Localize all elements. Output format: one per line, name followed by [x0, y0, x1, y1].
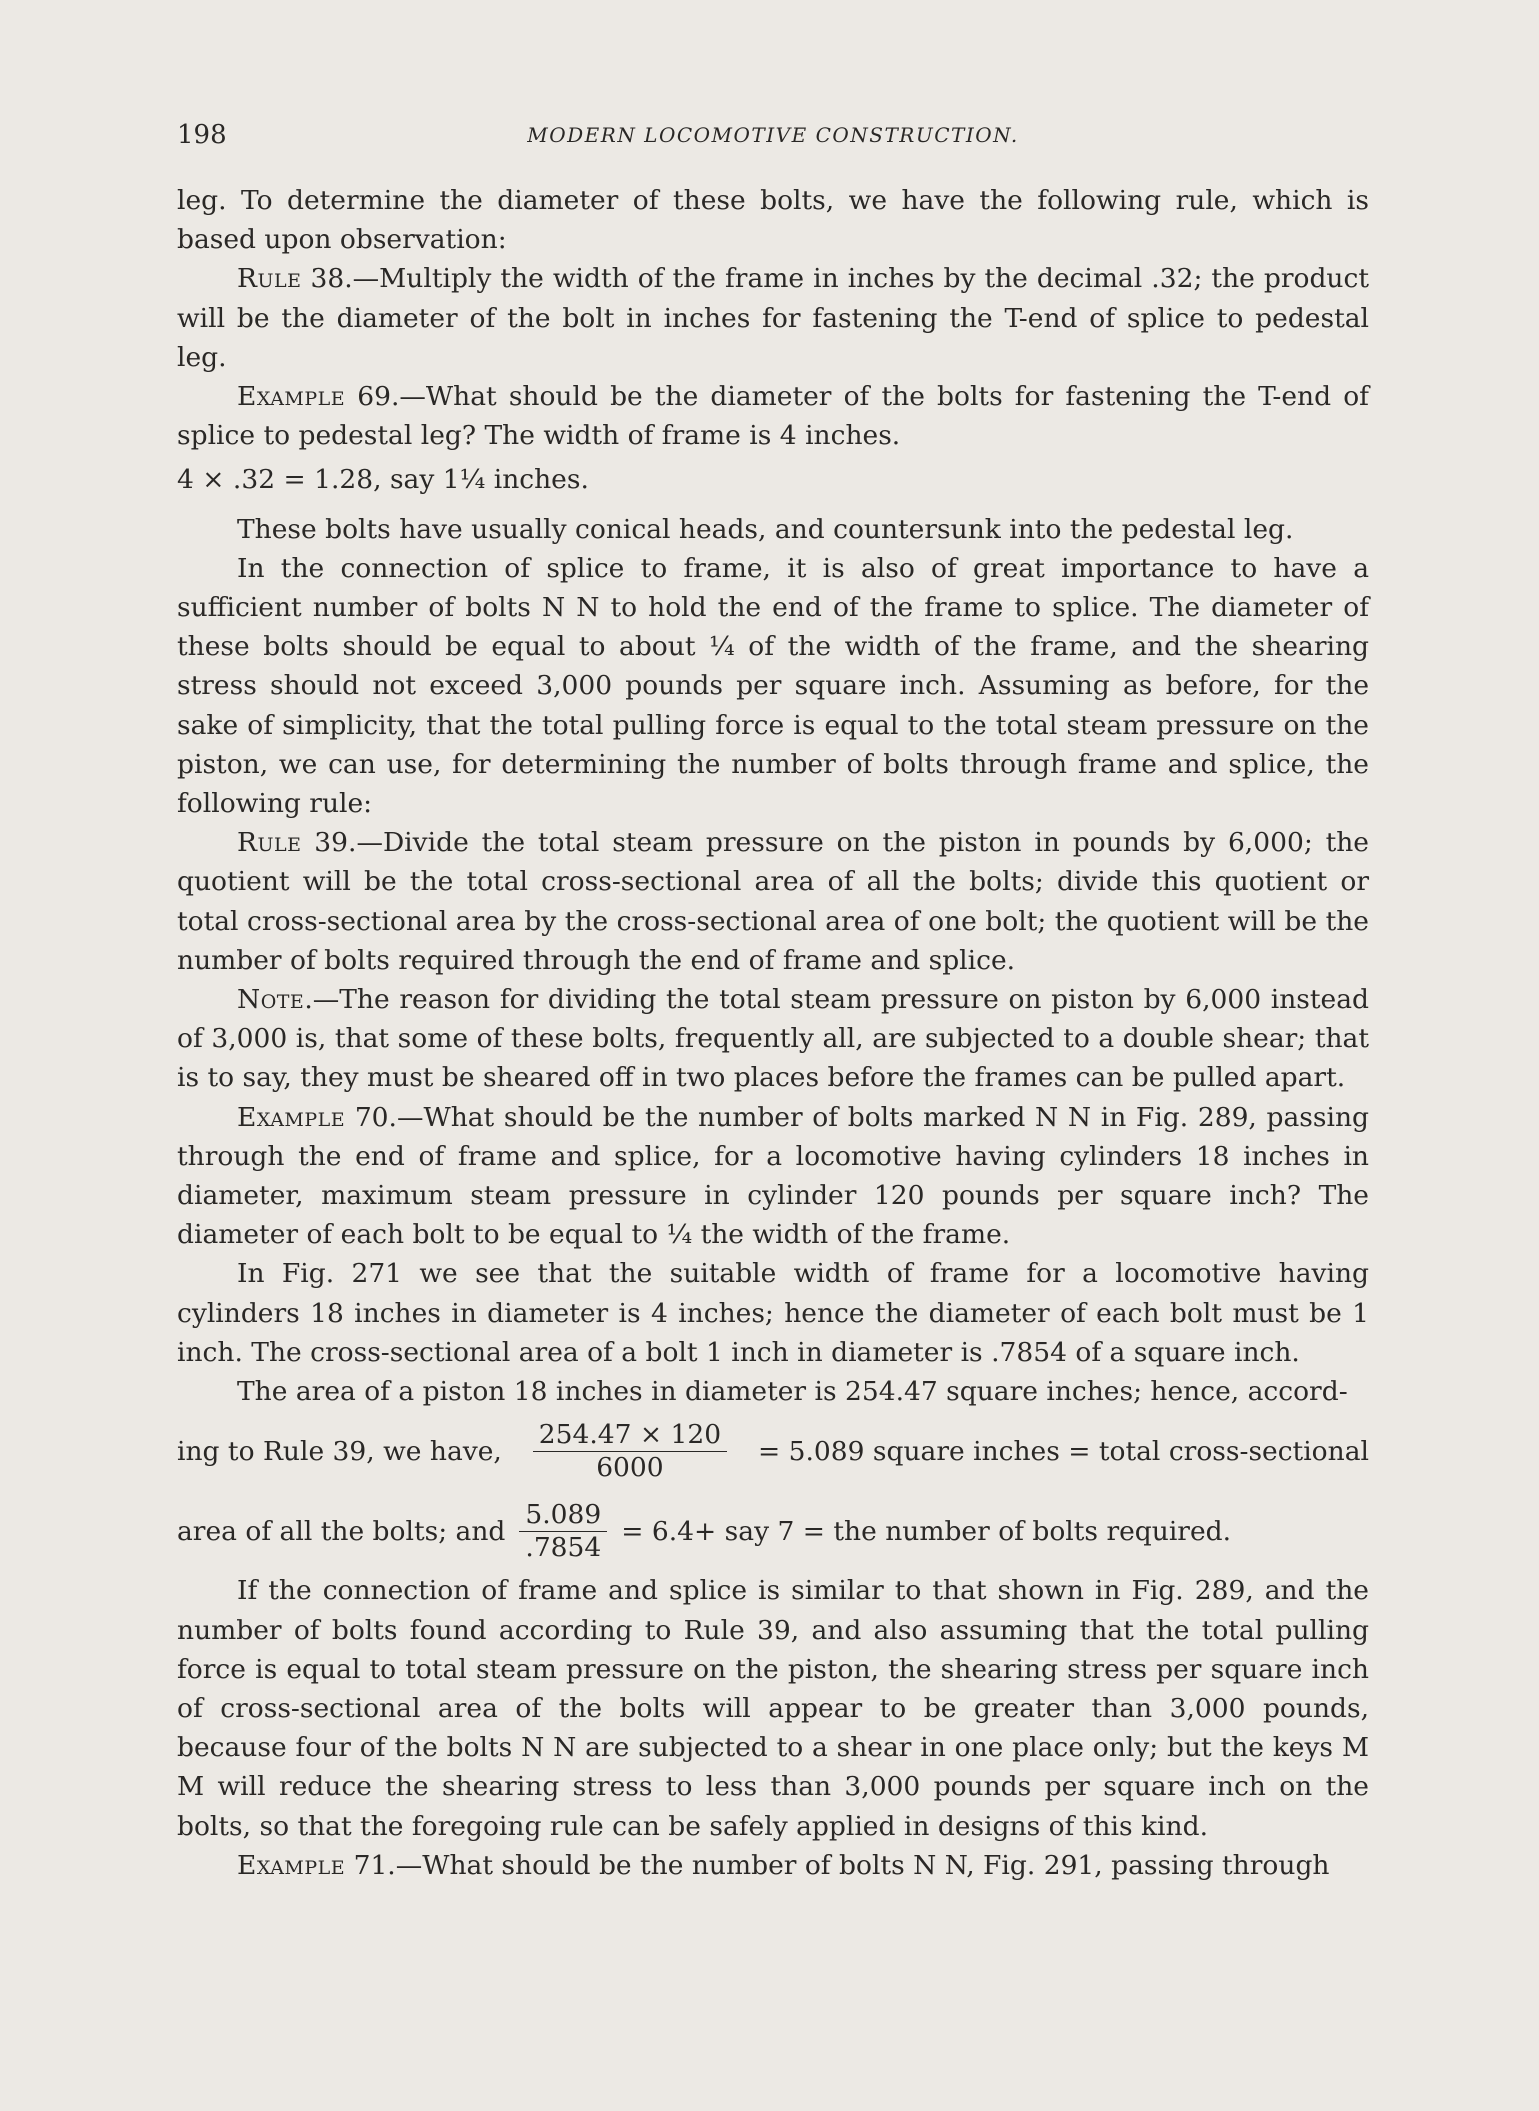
example-text: 69.—What should be the diameter of the bolts for fastening the T-end of splice to pedestal leg? The width of frame is 4 inches. — [177, 381, 1369, 452]
equation-lead: ing to Rule 39, we have, — [177, 1435, 502, 1467]
rule-text: 38.—Multiply the width of the frame in inches by the decimal .32; the product will be the diameter of the bolt in inches for fastening the T-end of splice to pedestal leg. — [177, 263, 1369, 373]
note-text: .—The reason for dividing the total steam pressure on piston by 6,000 instead of 3,000 is, that some of these bolts, frequently all, are subjected to a double shear; that is to say, they must be sheared off in two places before the frames can be pulled apart. — [177, 984, 1369, 1094]
page-number: 198 — [177, 120, 227, 150]
example-label: Example — [237, 381, 346, 413]
rule-text: 39.—Divide the total steam pressure on the piston in pounds by 6,000; the quotient will be the total cross-sectional area of all the bolts; divide this quotient or total cross-sectional area by the cross-sectional area of one bolt; the quotient will be the number of bolts required through the end of frame and splice. — [177, 827, 1369, 976]
example-text: 70.—What should be the number of bolts marked N N in Fig. 289, passing through the end of frame and splice, for a locomotive having cylinders 18 inches in diameter, maximum steam pressure in cylinder 120 pounds per square inch? The diameter of each bolt to be equal to ¼ the width of the frame. — [177, 1101, 1369, 1251]
fraction — [519, 1499, 607, 1564]
page-body — [177, 181, 1369, 1885]
note — [177, 980, 1369, 1098]
fraction-denominator: 6000 — [596, 1451, 664, 1483]
running-title: MODERN LOCOMOTIVE CONSTRUCTION. — [527, 123, 1019, 147]
rule-label: Rule — [237, 827, 302, 859]
equation-bolt-count — [177, 1491, 1369, 1571]
equation-total-area — [177, 1411, 1369, 1491]
fraction-numerator: 254.47 × 120 — [533, 1419, 727, 1452]
paragraph-fig-289: If the connection of frame and splice is similar to that shown in Fig. 289, and the number of bolts found according to Rule 39, and also assuming that the total pulling force is equal to total steam pressure on the piston, the shearing stress per square inch of cross-sectional area of the bolts will appear to be greater than 3,000 pounds, because four of the bolts N N are subjected to a shear in one place only; but the keys M M will reduce the shearing stress to less than 3,000 pounds per square inch on the bolts, so that the foregoing rule can be safely applied in designs of this kind. — [177, 1575, 1369, 1842]
paragraph-bolt-heads: These bolts have usually conical heads, and countersunk into the pedestal leg. — [237, 513, 1294, 545]
fraction-numerator: 5.089 — [519, 1499, 607, 1532]
equation-bolt-diameter: 4 × .32 = 1.28, say 1¼ inches. — [177, 464, 589, 496]
rule-39 — [177, 823, 1369, 980]
equation-result: = 5.089 square inches = total cross-sectional — [757, 1435, 1369, 1467]
paragraph-continuation: leg. To determine the diameter of these bolts, we have the following rule, which is based upon observation: — [177, 185, 1369, 256]
example-71 — [177, 1846, 1369, 1885]
note-label: Note — [237, 984, 305, 1016]
example-label: Example — [237, 1101, 346, 1133]
equation-result: = 6.4+ say 7 = the number of bolts required. — [621, 1515, 1232, 1547]
fraction — [533, 1419, 727, 1484]
rule-label: Rule — [237, 263, 302, 295]
example-label: Example — [237, 1849, 346, 1881]
paragraph-connection: In the connection of splice to frame, it is also of great importance to have a sufficient number of bolts N N to hold the end of the frame to splice. The diameter of these bolts should be equal to about ¼ of the width of the frame, and the shearing stress should not exceed 3,000 pounds per square inch. Assuming as before, for the sake of simplicity, that the total pulling force is equal to the total steam pressure on the piston, we can use, for determining the number of bolts through frame and splice, the following rule: — [177, 552, 1369, 820]
rule-38 — [177, 259, 1369, 377]
page-header — [177, 120, 1369, 160]
example-text: 71.—What should be the number of bolts N N, Fig. 291, passing through — [353, 1849, 1330, 1881]
example-69 — [177, 377, 1369, 455]
paragraph-piston-area: The area of a piston 18 inches in diameter is 254.47 square inches; hence, accord- — [237, 1376, 1348, 1408]
equation-lead: area of all the bolts; and — [177, 1515, 506, 1547]
example-70 — [177, 1098, 1369, 1255]
paragraph-fig-271: In Fig. 271 we see that the suitable width of frame for a locomotive having cylinders 18 inches in diameter is 4 inches; hence the diameter of each bolt must be 1 inch. The cross-sectional area of a bolt 1 inch in diameter is .7854 of a square inch. — [177, 1258, 1369, 1368]
fraction-denominator: .7854 — [525, 1531, 602, 1563]
